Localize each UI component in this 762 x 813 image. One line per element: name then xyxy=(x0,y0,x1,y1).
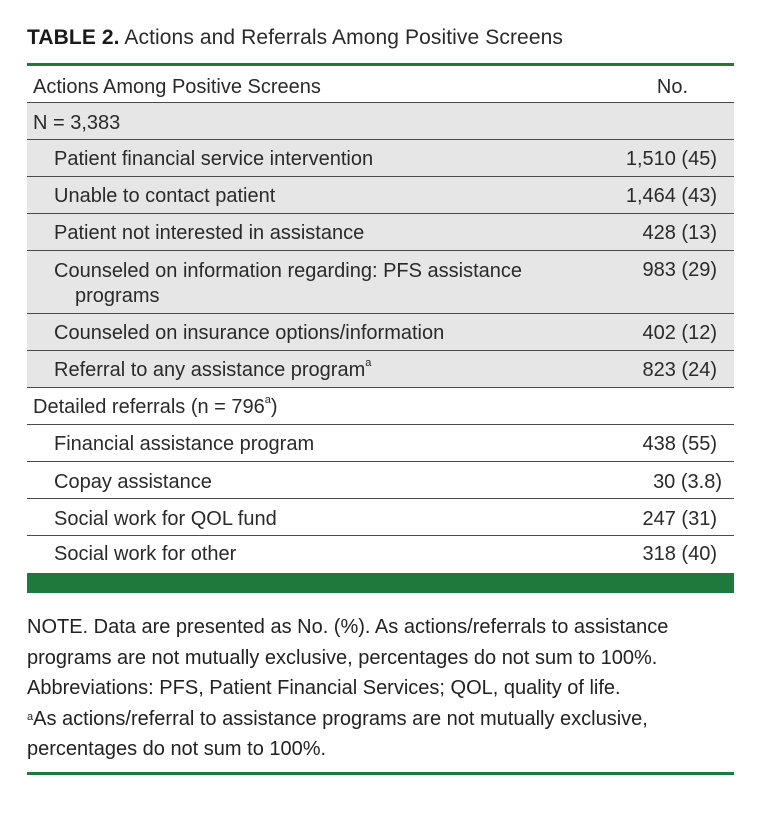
row-value: 983 (29) xyxy=(642,259,717,281)
table-row xyxy=(27,425,734,462)
bottom-rule xyxy=(27,772,734,775)
table-row xyxy=(27,177,734,214)
row-label xyxy=(54,359,371,382)
row-label: Copay assistance xyxy=(54,471,212,493)
row-value: 428 (13) xyxy=(642,222,717,244)
footnote-line xyxy=(27,704,742,735)
row-value: 823 (24) xyxy=(642,359,717,381)
row-label: Counseled on insurance options/information xyxy=(54,322,445,344)
row-value: 30 (3.8) xyxy=(653,471,722,493)
row-value: 438 (55) xyxy=(642,433,717,455)
table-row xyxy=(27,140,734,177)
section-label-row xyxy=(27,388,734,425)
data-table xyxy=(27,66,734,573)
row-label-line1: Counseled on information regarding: PFS assistance xyxy=(54,260,523,282)
table-row xyxy=(27,499,734,536)
table-notes xyxy=(27,612,742,765)
footnote-marker: a xyxy=(27,710,34,723)
row-value: 402 (12) xyxy=(642,322,717,344)
table-title: Actions and Referrals Among Positive Screens xyxy=(124,26,563,49)
row-value: 1,510 (45) xyxy=(625,148,717,170)
footnote-text: As actions/referral to assistance programs are not mutually exclusive, xyxy=(33,707,648,730)
table-row xyxy=(27,351,734,388)
section-label-text: Detailed referrals (n = 796 xyxy=(33,396,265,418)
row-value: 1,464 (43) xyxy=(625,185,717,207)
row-label: Unable to contact patient xyxy=(54,185,276,207)
section-label-row xyxy=(27,103,734,140)
row-value: 318 (40) xyxy=(642,543,717,565)
column-header-actions: Actions Among Positive Screens xyxy=(33,76,321,98)
column-header-no: No. xyxy=(656,76,688,98)
footnote-marker: a xyxy=(365,357,372,369)
row-label: Financial assistance program xyxy=(54,433,315,455)
table-row xyxy=(27,462,734,499)
section-label-suffix: ) xyxy=(270,396,278,418)
table-row xyxy=(27,536,734,573)
row-label: Social work for other xyxy=(54,543,237,565)
table-row xyxy=(27,214,734,251)
section-label xyxy=(33,396,278,419)
table-row xyxy=(27,314,734,351)
table-number: TABLE 2. xyxy=(27,26,120,49)
table-row xyxy=(27,251,734,314)
note-line: NOTE. Data are presented as No. (%). As actions/referrals to assistance xyxy=(27,616,669,638)
row-label xyxy=(54,259,522,309)
row-value: 247 (31) xyxy=(642,508,717,530)
table-caption xyxy=(27,26,563,50)
table-bottom-bar xyxy=(27,573,734,593)
table-header-row xyxy=(27,66,734,103)
row-label-line2: programs xyxy=(75,285,160,307)
row-label: Social work for QOL fund xyxy=(54,508,277,530)
note-line: programs are not mutually exclusive, percentages do not sum to 100%. xyxy=(27,646,658,669)
abbreviations-line: Abbreviations: PFS, Patient Financial Services; QOL, quality of life. xyxy=(27,677,621,699)
row-label: Patient not interested in assistance xyxy=(54,222,365,244)
row-label-text: Referral to any assistance program xyxy=(54,359,366,381)
row-label: Patient financial service intervention xyxy=(54,148,374,170)
footnote-marker: a xyxy=(264,394,271,406)
section-label: N = 3,383 xyxy=(33,112,121,134)
footnote-line: percentages do not sum to 100%. xyxy=(27,738,327,760)
